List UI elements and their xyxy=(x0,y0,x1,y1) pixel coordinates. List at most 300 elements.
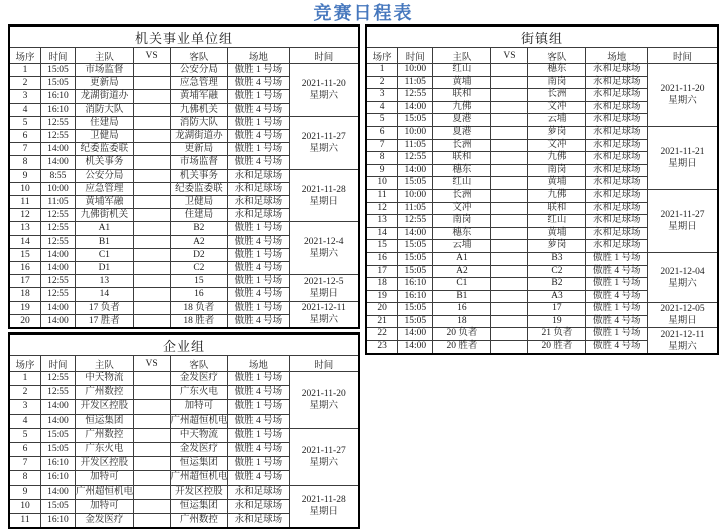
cell-no: 10 xyxy=(366,177,398,190)
cell-no: 2 xyxy=(366,76,398,89)
cell-away: 纪委监委联 xyxy=(170,182,228,195)
cell-vs xyxy=(133,196,170,209)
cell-venue: 永和足球场 xyxy=(586,202,648,215)
cell-vs xyxy=(133,457,170,471)
cell-venue: 傲胜 4 号场 xyxy=(228,471,289,485)
header-venue: 场地 xyxy=(228,356,289,372)
cell-vs xyxy=(491,114,528,127)
match-row xyxy=(9,485,359,499)
cell-vs xyxy=(133,235,170,248)
match-row xyxy=(9,222,359,235)
match-row xyxy=(9,64,359,77)
cell-no: 19 xyxy=(9,301,41,314)
cell-vs xyxy=(133,372,170,386)
cell-home: 夏港 xyxy=(433,126,491,139)
cell-vs xyxy=(133,400,170,414)
cell-no: 7 xyxy=(9,143,41,156)
cell-venue: 永和足球场 xyxy=(586,152,648,165)
weekday-text: 星期日 xyxy=(668,221,697,232)
match-row xyxy=(9,275,359,288)
cell-no: 8 xyxy=(366,152,398,165)
cell-no: 11 xyxy=(366,189,398,202)
cell-home: 联和 xyxy=(433,152,491,165)
cell-vs xyxy=(491,290,528,303)
cell-venue: 傲胜 1 号场 xyxy=(228,372,289,386)
weekday-text: 星期六 xyxy=(309,249,338,260)
cell-vs xyxy=(133,169,170,182)
match-row xyxy=(366,126,718,139)
match-row xyxy=(9,372,359,386)
cell-venue: 永和足球场 xyxy=(228,514,289,529)
cell-home: 恒运集团 xyxy=(76,414,134,428)
cell-home: 机关事务 xyxy=(76,156,134,169)
cell-time: 11:05 xyxy=(398,139,433,152)
cell-time: 12:55 xyxy=(398,152,433,165)
cell-home: 20 胜者 xyxy=(433,341,491,354)
cell-away: 广州超恒机电 xyxy=(170,471,228,485)
cell-away: 九佛机关 xyxy=(170,103,228,116)
cell-time: 11:05 xyxy=(41,196,76,209)
cell-vs xyxy=(133,443,170,457)
cell-away: 19 xyxy=(528,315,586,328)
cell-away: 云埔 xyxy=(528,114,586,127)
cell-away: 开发区控股 xyxy=(170,485,228,499)
cell-venue: 傲胜 1 号场 xyxy=(228,400,289,414)
cell-away: 应急管理 xyxy=(170,77,228,90)
cell-time: 8:55 xyxy=(41,169,76,182)
cell-home: 广州数控 xyxy=(76,428,134,442)
cell-vs xyxy=(491,202,528,215)
cell-home: 更新局 xyxy=(76,77,134,90)
date-cell xyxy=(289,169,359,222)
cell-venue: 傲胜 4 号场 xyxy=(228,130,289,143)
cell-away: 黄埔军融 xyxy=(170,90,228,103)
cell-home: A1 xyxy=(76,222,134,235)
cell-home: 穗东 xyxy=(433,164,491,177)
cell-time: 12:55 xyxy=(398,89,433,102)
cell-vs xyxy=(491,278,528,291)
header-no: 场序 xyxy=(366,48,398,64)
street-group-title-row xyxy=(366,26,718,48)
date-text: 2021-11-20 xyxy=(660,83,705,94)
cell-away: B3 xyxy=(528,252,586,265)
header-no: 场序 xyxy=(9,356,41,372)
cell-time: 14:00 xyxy=(41,248,76,261)
cell-venue: 永和足球场 xyxy=(228,499,289,513)
weekday-text: 星期六 xyxy=(309,143,338,154)
cell-no: 19 xyxy=(366,290,398,303)
cell-away: 恒运集团 xyxy=(170,499,228,513)
cell-venue: 永和足球场 xyxy=(228,485,289,499)
date-text: 2021-11-20 xyxy=(301,388,346,399)
date-text: 2021-12-4 xyxy=(303,237,344,248)
cell-no: 7 xyxy=(366,139,398,152)
date-cell xyxy=(648,252,718,302)
header-venue: 场地 xyxy=(586,48,648,64)
cell-venue: 傲胜 1 号场 xyxy=(228,275,289,288)
cell-no: 6 xyxy=(366,126,398,139)
cell-away: 市场监督 xyxy=(170,156,228,169)
cell-no: 21 xyxy=(366,315,398,328)
cell-home: 广州数控 xyxy=(76,386,134,400)
cell-time: 14:00 xyxy=(41,262,76,275)
cell-no: 10 xyxy=(9,182,41,195)
weekday-text: 星期六 xyxy=(668,278,697,289)
cell-away: C2 xyxy=(170,262,228,275)
cell-vs xyxy=(491,139,528,152)
cell-time: 12:55 xyxy=(41,116,76,129)
cell-home: 长洲 xyxy=(433,139,491,152)
cell-away: B2 xyxy=(528,278,586,291)
date-cell xyxy=(648,189,718,252)
cell-away: 文冲 xyxy=(528,139,586,152)
match-row xyxy=(366,252,718,265)
cell-vs xyxy=(133,301,170,314)
match-row xyxy=(9,428,359,442)
street-group-table xyxy=(365,24,719,355)
cell-no: 9 xyxy=(9,169,41,182)
weekday-text: 星期六 xyxy=(309,90,338,101)
cell-vs xyxy=(491,89,528,102)
cell-vs xyxy=(491,126,528,139)
cell-home: 16 xyxy=(433,303,491,316)
cell-vs xyxy=(491,227,528,240)
cell-home: 红山 xyxy=(433,177,491,190)
cell-vs xyxy=(491,341,528,354)
cell-home: C1 xyxy=(76,248,134,261)
cell-time: 12:55 xyxy=(41,372,76,386)
cell-away: A2 xyxy=(170,235,228,248)
cell-no: 6 xyxy=(9,130,41,143)
cell-away: 21 负者 xyxy=(528,328,586,341)
date-text: 2021-11-27 xyxy=(660,209,705,220)
cell-time: 15:05 xyxy=(398,265,433,278)
match-row xyxy=(9,116,359,129)
cell-away: B2 xyxy=(170,222,228,235)
cell-away: 联和 xyxy=(528,202,586,215)
date-cell xyxy=(289,301,359,328)
cell-no: 20 xyxy=(366,303,398,316)
date-text: 2021-12-5 xyxy=(303,276,344,287)
org-group-title-row xyxy=(9,26,359,48)
cell-time: 12:55 xyxy=(41,288,76,301)
cell-vs xyxy=(133,103,170,116)
cell-away: 住建局 xyxy=(170,209,228,222)
date-text: 2021-11-28 xyxy=(301,184,346,195)
header-vs: VS xyxy=(491,48,528,64)
cell-home: 应急管理 xyxy=(76,182,134,195)
table-columns xyxy=(0,24,727,529)
cell-vs xyxy=(133,182,170,195)
cell-time: 14:00 xyxy=(41,400,76,414)
cell-no: 3 xyxy=(9,90,41,103)
cell-venue: 永和足球场 xyxy=(586,215,648,228)
cell-venue: 傲胜 1 号场 xyxy=(228,457,289,471)
cell-away: 中天物流 xyxy=(170,428,228,442)
cell-home: 住建局 xyxy=(76,116,134,129)
cell-venue: 傲胜 4 号场 xyxy=(228,103,289,116)
cell-no: 13 xyxy=(9,222,41,235)
cell-away: 广州超恒机电 xyxy=(170,414,228,428)
cell-vs xyxy=(491,252,528,265)
date-text: 2021-11-27 xyxy=(301,131,346,142)
cell-time: 12:55 xyxy=(398,215,433,228)
cell-away: 红山 xyxy=(528,215,586,228)
cell-away: 16 xyxy=(170,288,228,301)
weekday-text: 星期六 xyxy=(309,457,338,468)
cell-time: 16:10 xyxy=(41,514,76,529)
cell-time: 15:05 xyxy=(398,315,433,328)
cell-venue: 傲胜 1 号场 xyxy=(228,143,289,156)
cell-time: 14:00 xyxy=(398,164,433,177)
cell-no: 3 xyxy=(9,400,41,414)
cell-time: 10:00 xyxy=(41,182,76,195)
cell-vs xyxy=(133,485,170,499)
cell-away: 文冲 xyxy=(528,101,586,114)
cell-home: 联和 xyxy=(433,89,491,102)
cell-venue: 傲胜 1 号场 xyxy=(586,328,648,341)
date-text: 2021-11-28 xyxy=(301,495,346,506)
cell-time: 16:10 xyxy=(41,90,76,103)
header-date: 时间 xyxy=(289,48,359,64)
cell-no: 23 xyxy=(366,341,398,354)
cell-no: 14 xyxy=(366,227,398,240)
cell-home: 黄埔 xyxy=(433,76,491,89)
cell-home: 广州超恒机电 xyxy=(76,485,134,499)
cell-time: 15:05 xyxy=(398,114,433,127)
cell-vs xyxy=(133,386,170,400)
cell-home: 龙湖街道办 xyxy=(76,90,134,103)
date-text: 2021-11-20 xyxy=(301,78,346,89)
cell-vs xyxy=(133,156,170,169)
cell-venue: 傲胜 1 号场 xyxy=(228,116,289,129)
weekday-text: 星期六 xyxy=(309,400,338,411)
header-home: 主队 xyxy=(76,356,134,372)
cell-venue: 永和足球场 xyxy=(586,76,648,89)
cell-away: D2 xyxy=(170,248,228,261)
cell-no: 15 xyxy=(9,248,41,261)
date-cell xyxy=(648,303,718,328)
street-group-header-row xyxy=(366,48,718,64)
header-away: 客队 xyxy=(170,356,228,372)
cell-away: A3 xyxy=(528,290,586,303)
cell-no: 2 xyxy=(9,386,41,400)
cell-vs xyxy=(133,314,170,328)
cell-home: 20 负者 xyxy=(433,328,491,341)
match-row xyxy=(366,303,718,316)
cell-venue: 傲胜 1 号场 xyxy=(228,428,289,442)
cell-venue: 傲胜 4 号场 xyxy=(228,443,289,457)
cell-vs xyxy=(133,471,170,485)
cell-no: 5 xyxy=(9,428,41,442)
cell-venue: 永和足球场 xyxy=(586,139,648,152)
cell-time: 15:05 xyxy=(398,177,433,190)
cell-no: 4 xyxy=(366,101,398,114)
cell-no: 22 xyxy=(366,328,398,341)
cell-vs xyxy=(491,328,528,341)
cell-away: 恒运集团 xyxy=(170,457,228,471)
cell-away: 长洲 xyxy=(528,89,586,102)
cell-venue: 永和足球场 xyxy=(228,196,289,209)
cell-vs xyxy=(133,222,170,235)
date-cell xyxy=(289,64,359,117)
cell-venue: 傲胜 4 号场 xyxy=(228,77,289,90)
cell-no: 12 xyxy=(9,209,41,222)
date-cell xyxy=(289,116,359,169)
weekday-text: 星期日 xyxy=(668,316,697,327)
cell-no: 9 xyxy=(366,164,398,177)
street-group-title: 街镇组 xyxy=(366,26,718,48)
cell-time: 14:00 xyxy=(398,328,433,341)
cell-time: 14:00 xyxy=(398,341,433,354)
match-row xyxy=(366,189,718,202)
cell-time: 15:05 xyxy=(41,428,76,442)
weekday-text: 星期日 xyxy=(309,196,338,207)
cell-vs xyxy=(133,143,170,156)
cell-home: 加特可 xyxy=(76,499,134,513)
cell-venue: 傲胜 1 号场 xyxy=(586,252,648,265)
cell-vs xyxy=(491,215,528,228)
cell-time: 11:05 xyxy=(398,202,433,215)
cell-away: 金发医疗 xyxy=(170,443,228,457)
cell-venue: 永和足球场 xyxy=(228,182,289,195)
cell-venue: 傲胜 4 号场 xyxy=(228,156,289,169)
cell-time: 12:55 xyxy=(41,222,76,235)
cell-time: 10:00 xyxy=(398,64,433,77)
cell-venue: 永和足球场 xyxy=(586,126,648,139)
cell-home: 18 xyxy=(433,315,491,328)
cell-venue: 永和足球场 xyxy=(228,209,289,222)
cell-no: 5 xyxy=(9,116,41,129)
header-time: 时间 xyxy=(398,48,433,64)
cell-home: 13 xyxy=(76,275,134,288)
cell-away: 广东火电 xyxy=(170,386,228,400)
cell-home: 长洲 xyxy=(433,189,491,202)
cell-away: 龙湖街道办 xyxy=(170,130,228,143)
cell-home: D1 xyxy=(76,262,134,275)
cell-venue: 傲胜 4 号场 xyxy=(228,235,289,248)
cell-no: 8 xyxy=(9,471,41,485)
org-group-table xyxy=(8,24,360,329)
weekday-text: 星期六 xyxy=(309,315,338,326)
cell-home: A1 xyxy=(433,252,491,265)
cell-home: 14 xyxy=(76,288,134,301)
weekday-text: 星期日 xyxy=(668,158,697,169)
cell-no: 1 xyxy=(366,64,398,77)
cell-vs xyxy=(491,101,528,114)
cell-vs xyxy=(491,152,528,165)
cell-venue: 傲胜 1 号场 xyxy=(228,222,289,235)
cell-time: 16:10 xyxy=(41,103,76,116)
cell-vs xyxy=(491,64,528,77)
cell-vs xyxy=(491,164,528,177)
cell-away: 萝岗 xyxy=(528,240,586,253)
cell-vs xyxy=(491,265,528,278)
enterprise-group-title: 企业组 xyxy=(9,334,359,356)
cell-time: 12:55 xyxy=(41,209,76,222)
header-time: 时间 xyxy=(41,356,76,372)
cell-home: C1 xyxy=(433,278,491,291)
cell-no: 20 xyxy=(9,314,41,328)
cell-time: 16:10 xyxy=(41,471,76,485)
cell-vs xyxy=(133,288,170,301)
cell-no: 9 xyxy=(9,485,41,499)
cell-no: 3 xyxy=(366,89,398,102)
cell-home: 广东火电 xyxy=(76,443,134,457)
cell-vs xyxy=(133,514,170,529)
cell-away: 加特可 xyxy=(170,400,228,414)
cell-time: 10:00 xyxy=(398,189,433,202)
cell-time: 12:55 xyxy=(41,275,76,288)
cell-away: 更新局 xyxy=(170,143,228,156)
cell-home: A2 xyxy=(433,265,491,278)
cell-venue: 傲胜 4 号场 xyxy=(586,315,648,328)
cell-venue: 永和足球场 xyxy=(586,240,648,253)
cell-time: 14:00 xyxy=(41,485,76,499)
cell-venue: 傲胜 1 号场 xyxy=(228,90,289,103)
cell-home: 南岗 xyxy=(433,215,491,228)
cell-no: 5 xyxy=(366,114,398,127)
cell-venue: 永和足球场 xyxy=(586,164,648,177)
cell-venue: 傲胜 1 号场 xyxy=(586,278,648,291)
cell-home: 加特可 xyxy=(76,471,134,485)
cell-vs xyxy=(491,189,528,202)
cell-no: 15 xyxy=(366,240,398,253)
cell-home: 开发区控股 xyxy=(76,400,134,414)
header-vs: VS xyxy=(133,356,170,372)
header-vs: VS xyxy=(133,48,170,64)
date-text: 2021-11-21 xyxy=(660,146,705,157)
cell-home: 消防大队 xyxy=(76,103,134,116)
cell-venue: 傲胜 4 号场 xyxy=(228,262,289,275)
cell-away: 广州数控 xyxy=(170,514,228,529)
cell-away: 穗东 xyxy=(528,64,586,77)
cell-no: 17 xyxy=(366,265,398,278)
cell-time: 15:05 xyxy=(41,443,76,457)
cell-vs xyxy=(491,76,528,89)
cell-no: 8 xyxy=(9,156,41,169)
enterprise-group-table xyxy=(8,332,360,529)
cell-no: 11 xyxy=(9,196,41,209)
cell-no: 7 xyxy=(9,457,41,471)
cell-venue: 傲胜 4 号场 xyxy=(586,265,648,278)
weekday-text: 星期六 xyxy=(668,341,697,352)
cell-home: 市场监督 xyxy=(76,64,134,77)
date-cell xyxy=(289,275,359,301)
cell-away: 18 胜者 xyxy=(170,314,228,328)
cell-away: 机关事务 xyxy=(170,169,228,182)
cell-time: 15:05 xyxy=(398,240,433,253)
date-cell xyxy=(289,222,359,275)
weekday-text: 星期日 xyxy=(309,288,338,299)
cell-venue: 永和足球场 xyxy=(586,227,648,240)
cell-home: 红山 xyxy=(433,64,491,77)
match-row xyxy=(9,301,359,314)
cell-home: 中天物流 xyxy=(76,372,134,386)
weekday-text: 星期日 xyxy=(309,507,338,518)
cell-no: 17 xyxy=(9,275,41,288)
cell-venue: 傲胜 4 号场 xyxy=(228,314,289,328)
cell-time: 14:00 xyxy=(41,414,76,428)
cell-away: 消防大队 xyxy=(170,116,228,129)
cell-venue: 傲胜 4 号场 xyxy=(586,290,648,303)
cell-home: 九佛 xyxy=(433,101,491,114)
enterprise-group-header-row xyxy=(9,356,359,372)
cell-away: 卫健局 xyxy=(170,196,228,209)
header-away: 客队 xyxy=(170,48,228,64)
cell-away: 18 负者 xyxy=(170,301,228,314)
cell-home: 夏港 xyxy=(433,114,491,127)
